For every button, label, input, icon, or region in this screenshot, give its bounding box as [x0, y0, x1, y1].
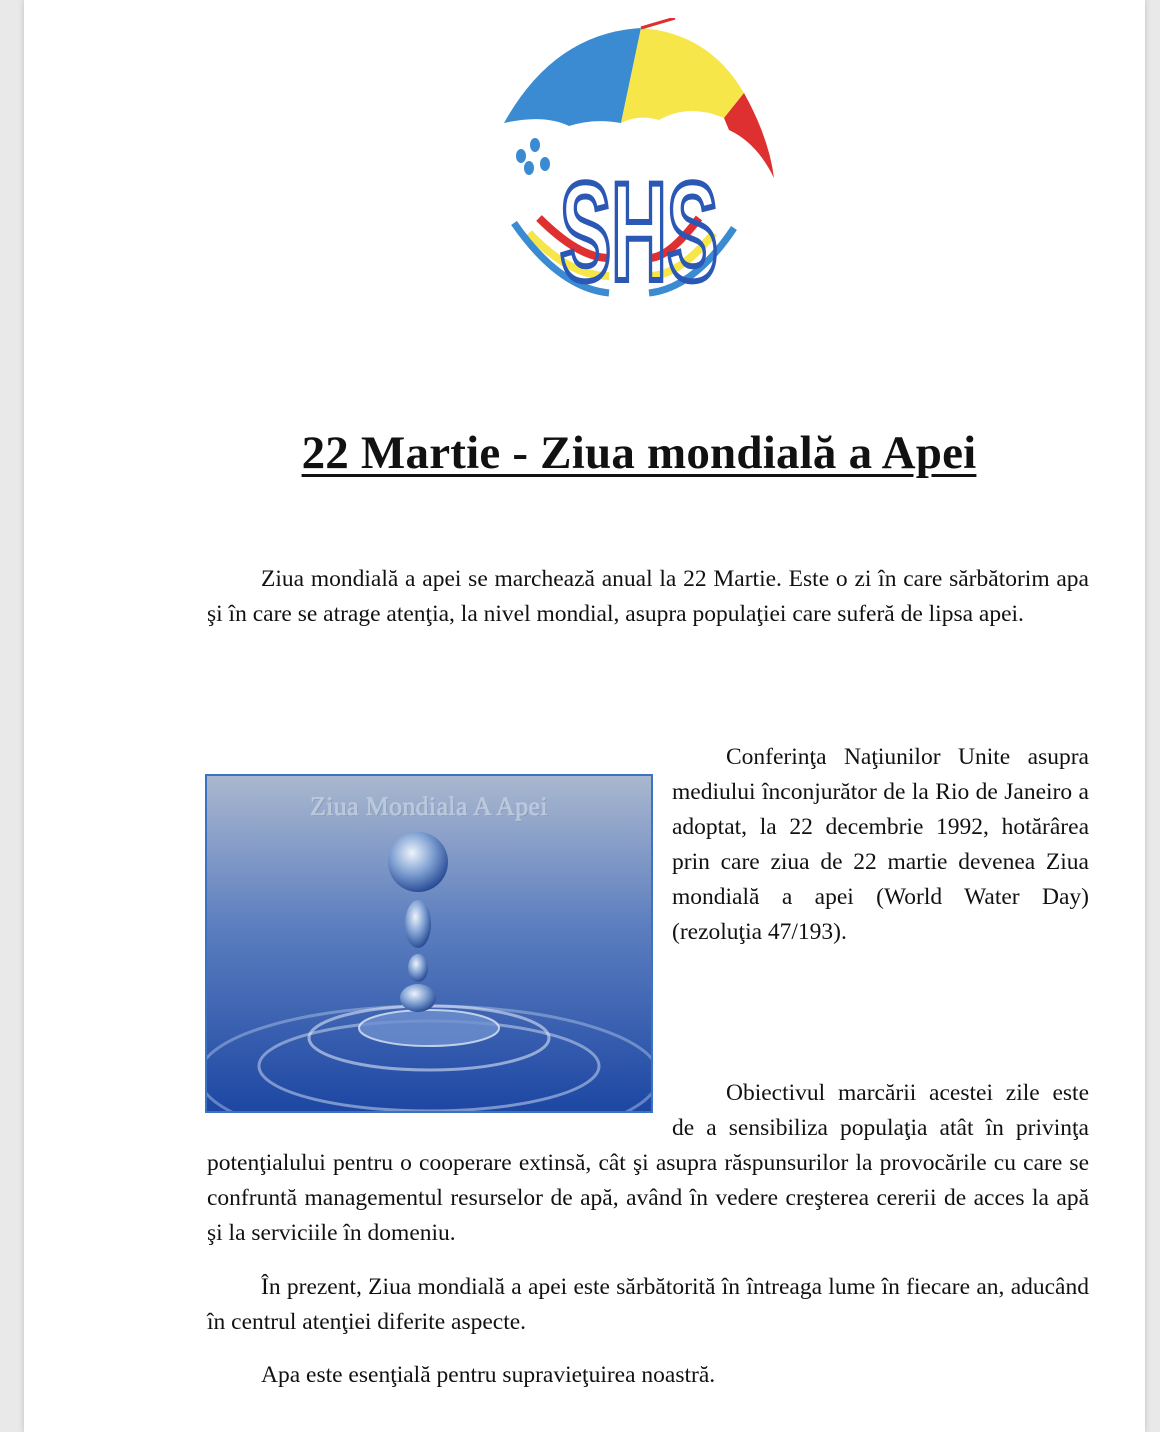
- paragraph-objective-text: Obiectivul marcării acestei zile este de a sensibiliza populaţia atât în privinţa potenţialului pentru o cooperare extinsă, cât şi asupra răspunsurilor la provocările cu care se confruntă managementul resurselor de apă, având în vedere creşterea cererii de acces la apă şi la serviciile în domeniu.: [207, 1080, 1089, 1246]
- paragraph-intro: Ziua mondială a apei se marchează anual la 22 Martie. Este o zi în care sărbătorim apa şi în care se atrage atenţia, la nivel mondial, asupra populaţiei care suferă de lipsa apei.: [207, 566, 1089, 627]
- paragraph-conference: Conferinţa Naţiunilor Unite asupra mediului înconjurător de la Rio de Janeiro a adoptat, la 22 decembrie 1992, hotărârea prin care ziua de 22 martie devenea Ziua mondială a apei (World Water Day) (rezoluţia 47/193).: [672, 744, 1089, 945]
- document-page: [24, 0, 1145, 1432]
- shs-logo: [499, 18, 784, 323]
- paragraph-closing: Apa este esenţială pentru supravieţuirea noastră.: [261, 1362, 716, 1388]
- water-drop-image: [205, 774, 653, 1113]
- paragraph-objective: [207, 1076, 1089, 1251]
- image-wrap-spacer: [207, 1076, 672, 1146]
- paragraph-present: În prezent, Ziua mondială a apei este sărbătorită în întreaga lume în fiecare an, aducând în centrul atenţiei diferite aspecte.: [207, 1274, 1089, 1335]
- image-caption: Ziua Mondiala A Apei: [310, 792, 548, 821]
- document-title: 22 Martie - Ziua mondială a Apei: [301, 427, 977, 479]
- logo-text: SHS: [559, 153, 719, 310]
